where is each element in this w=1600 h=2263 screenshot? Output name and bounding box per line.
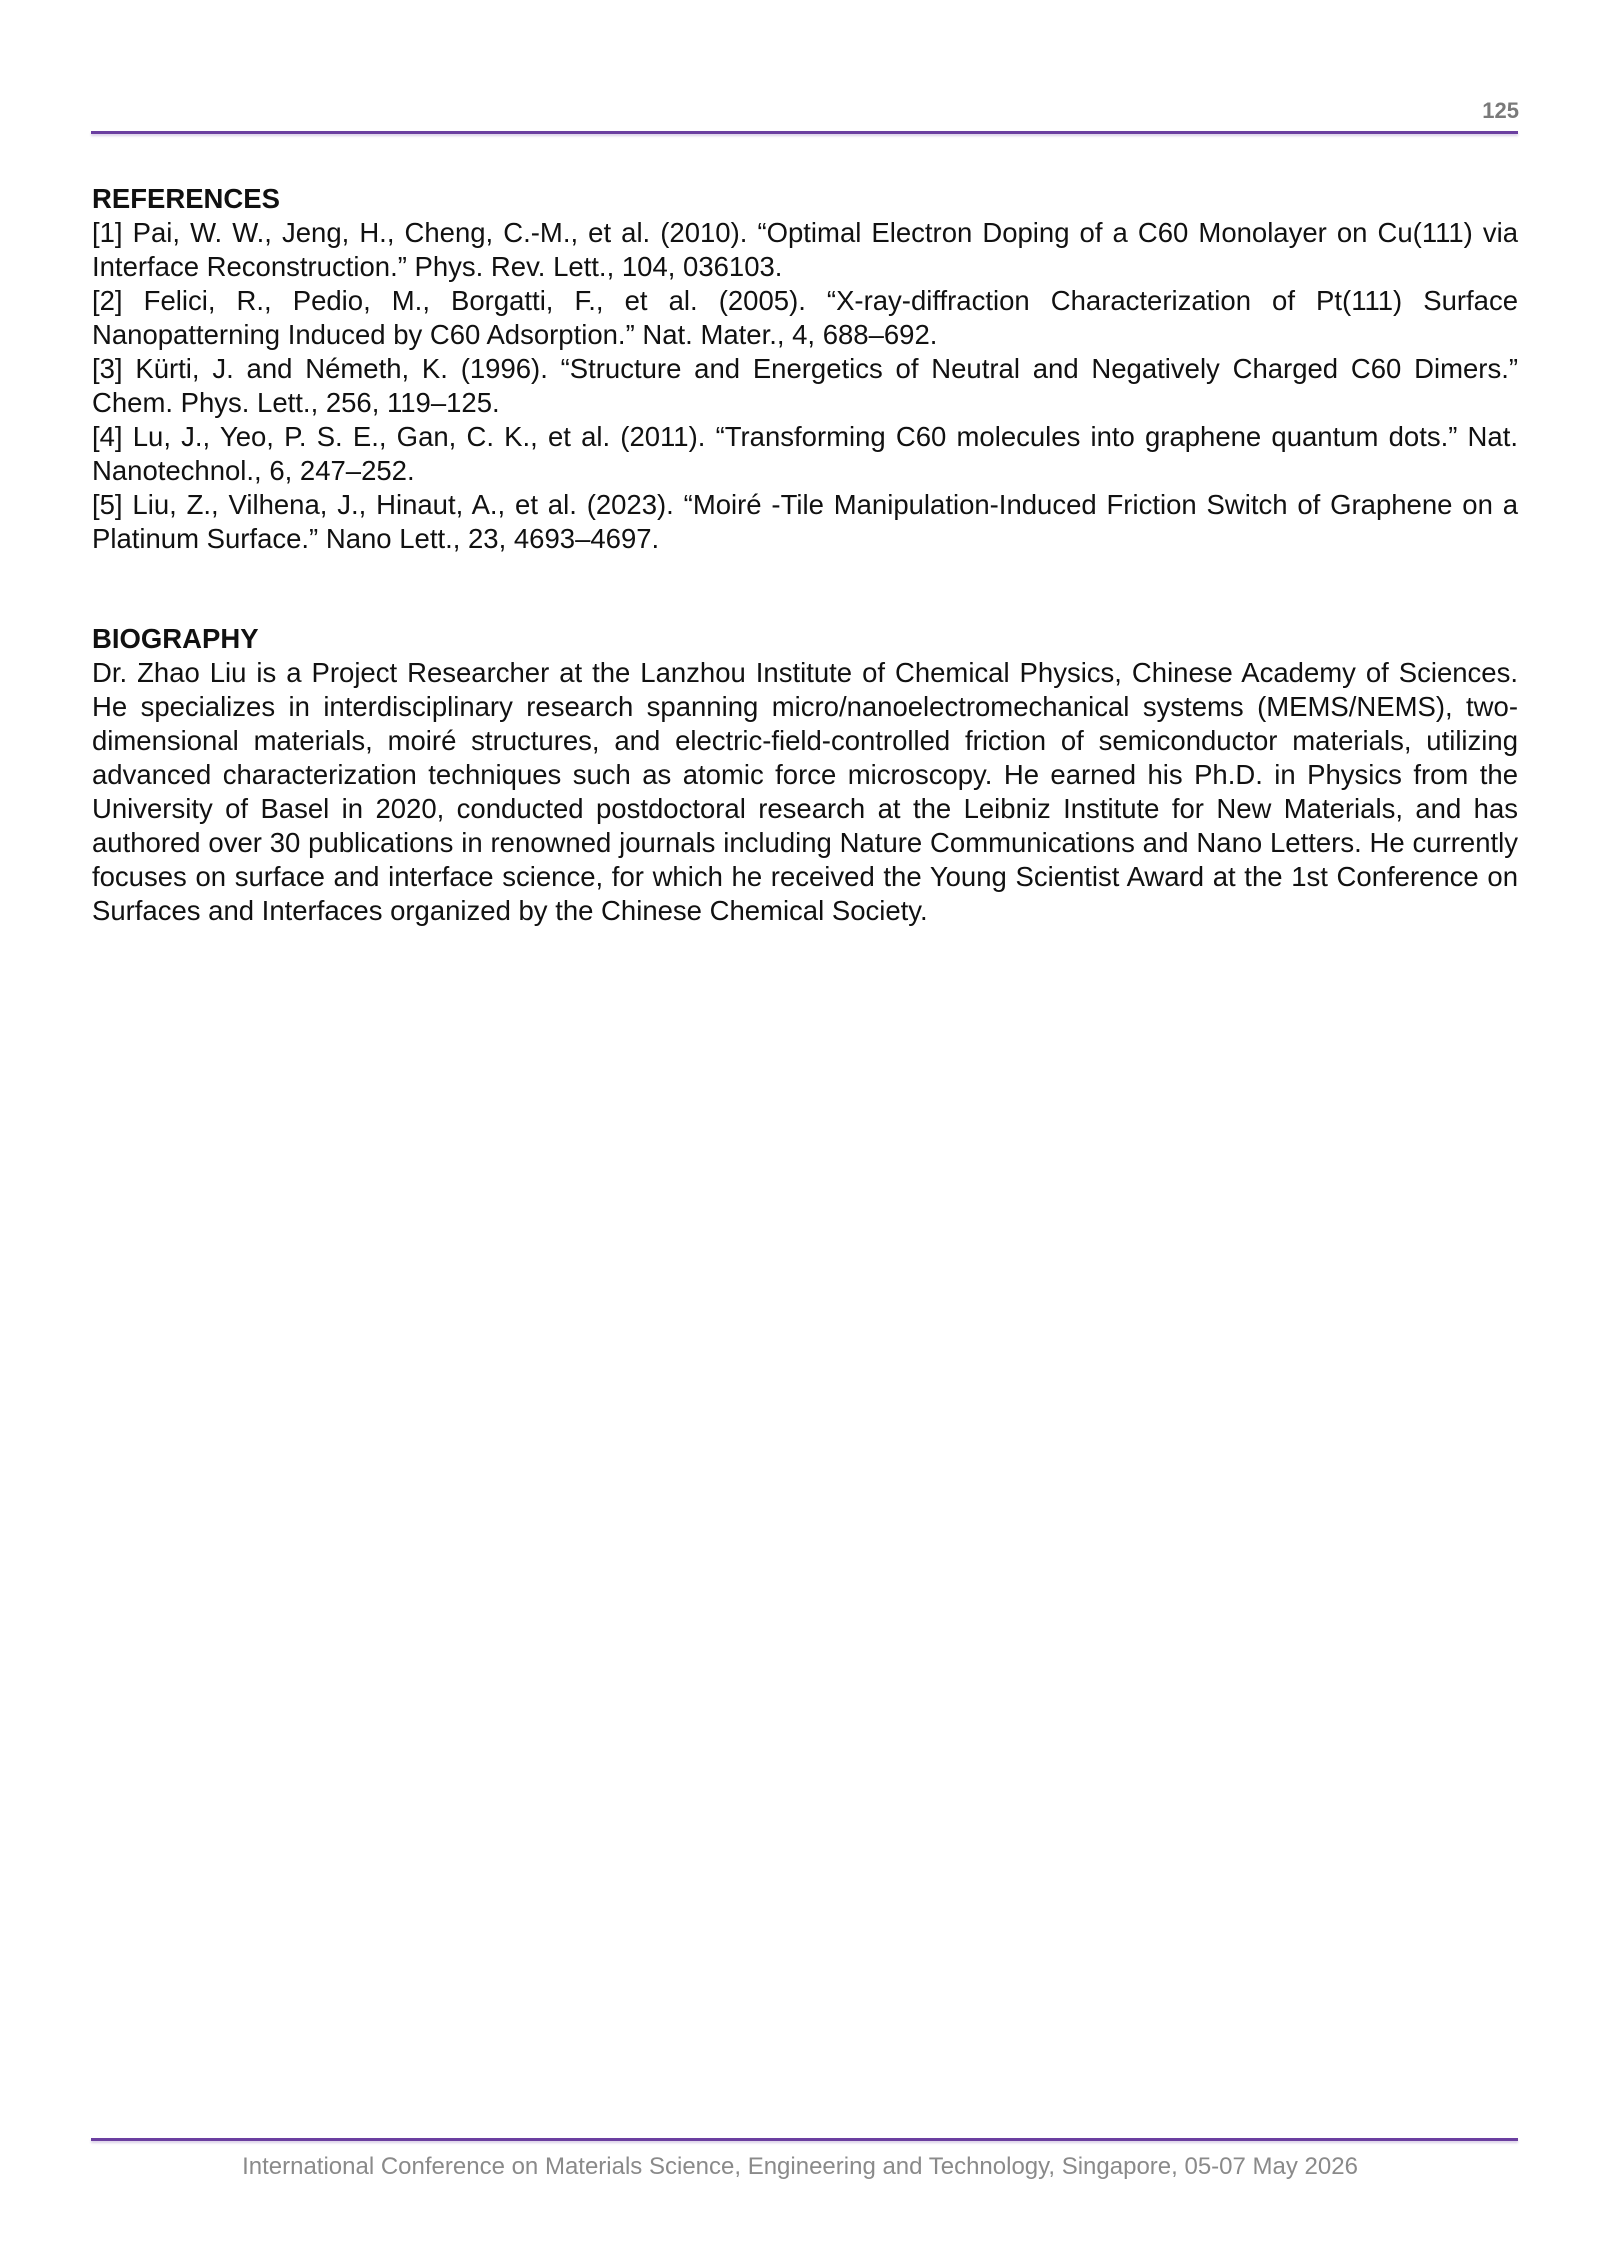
references-heading: REFERENCES <box>92 183 280 214</box>
reference-list <box>92 216 1518 556</box>
footer-text: International Conference on Materials Science, Engineering and Technology, Singapore, 05-07 May 2026 <box>242 2153 1358 2180</box>
reference-item-3: [3] Kürti, J. and Németh, K. (1996). “Structure and Energetics of Neutral and Negatively Charged C60 Dimers.” Chem. Phys. Lett., 256, 119–125. <box>92 353 1518 418</box>
references-section <box>92 182 1518 556</box>
header-divider <box>91 131 1518 134</box>
reference-item-2: [2] Felici, R., Pedio, M., Borgatti, F., et al. (2005). “X-ray-diffraction Characterization of Pt(111) Surface Nanopatterning Induced by C60 Adsorption.” Nat. Mater., 4, 688–692. <box>92 285 1518 350</box>
page-number: 125 <box>1482 98 1519 123</box>
reference-item-5: [5] Liu, Z., Vilhena, J., Hinaut, A., et al. (2023). “Moiré -Tile Manipulation-Induced Friction Switch of Graphene on a Platinum Surface.” Nano Lett., 23, 4693–4697. <box>92 489 1518 554</box>
reference-item-4: [4] Lu, J., Yeo, P. S. E., Gan, C. K., et al. (2011). “Transforming C60 molecules into graphene quantum dots.” Nat. Nanotechnol., 6, 247–252. <box>92 421 1518 486</box>
biography-text: Dr. Zhao Liu is a Project Researcher at the Lanzhou Institute of Chemical Physics, Chinese Academy of Sciences. He specializes in interdisciplinary research spanning micro/nanoelectromechanical systems (MEMS/NEMS), two-dimensional materials, moiré structures, and electric-field-controlled friction of semiconductor materials, utilizing advanced characterization techniques such as atomic force microscopy. He earned his Ph.D. in Physics from the University of Basel in 2020, conducted postdoctoral research at the Leibniz Institute for New Materials, and has authored over 30 publications in renowned journals including Nature Communications and Nano Letters. He currently focuses on surface and interface science, for which he received the Young Scientist Award at the 1st Conference on Surfaces and Interfaces organized by the Chinese Chemical Society. <box>92 657 1518 926</box>
biography-heading: BIOGRAPHY <box>92 623 259 654</box>
reference-item-1: [1] Pai, W. W., Jeng, H., Cheng, C.-M., et al. (2010). “Optimal Electron Doping of a C60 Monolayer on Cu(111) via Interface Reconstruction.” Phys. Rev. Lett., 104, 036103. <box>92 217 1518 282</box>
footer-divider <box>91 2138 1518 2141</box>
biography-section <box>92 622 1518 928</box>
